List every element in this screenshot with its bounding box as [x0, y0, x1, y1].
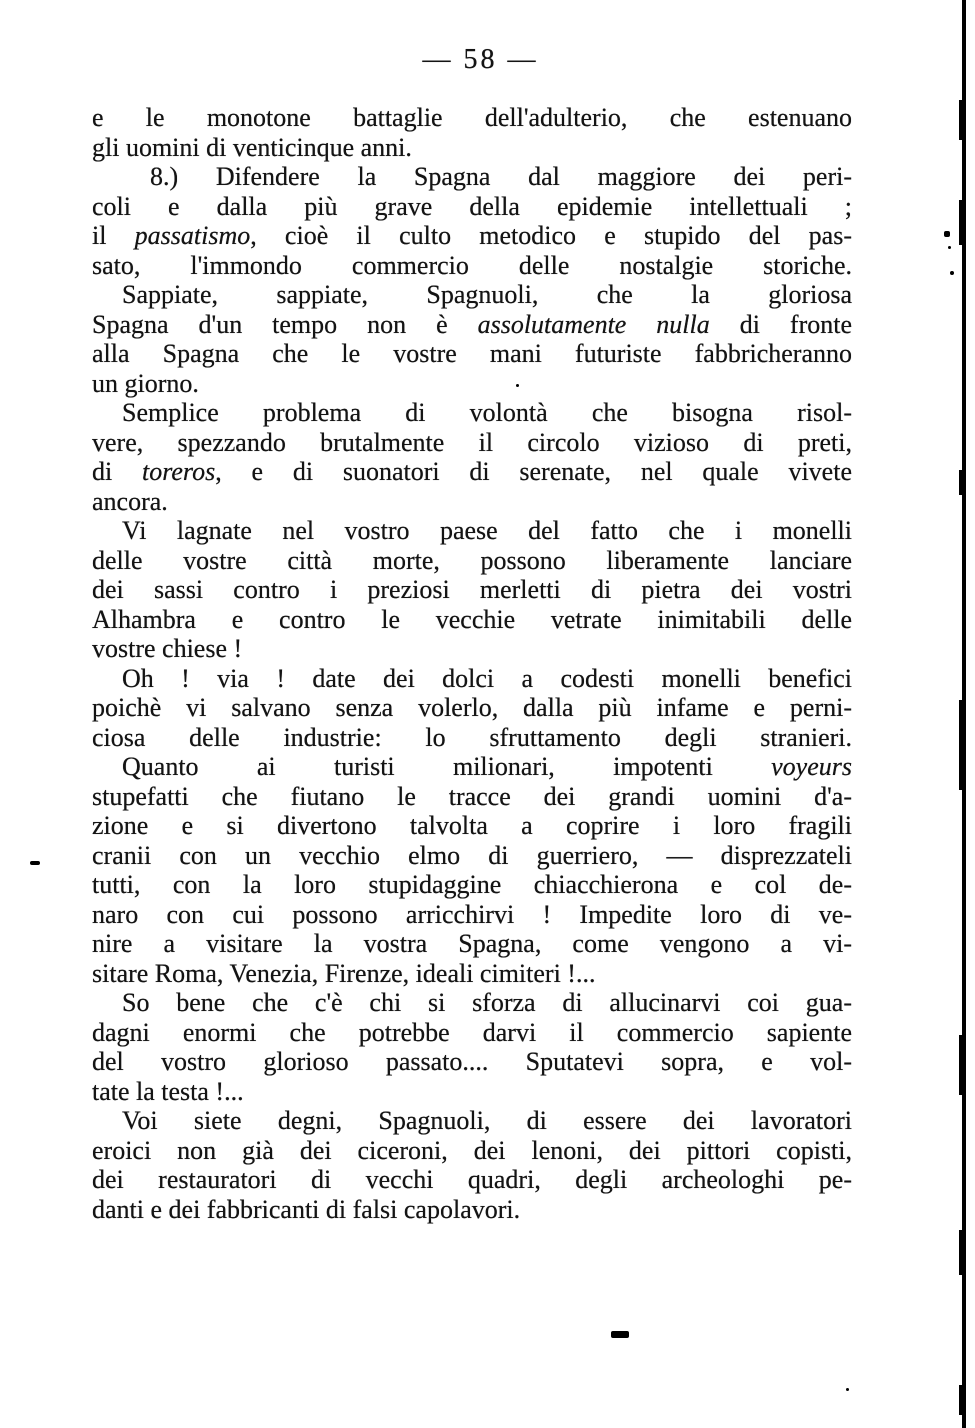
text-line: [92, 1136, 852, 1166]
text-segment: e le monotone battaglie dell'adulterio, che estenuano: [92, 103, 852, 132]
text-segment: di fronte: [709, 309, 852, 339]
text-segment: vostre chiese !: [92, 634, 243, 663]
text-line: [92, 841, 852, 871]
italic-text-segment: toreros: [142, 457, 216, 486]
text-line: [92, 723, 852, 753]
text-line: [92, 1018, 852, 1048]
page-number: — 58 —: [422, 44, 539, 75]
text-line: [92, 605, 852, 635]
text-line: [92, 1106, 852, 1136]
ink-speck: [30, 861, 40, 865]
text-line: [92, 929, 852, 959]
text-line: [92, 428, 852, 458]
text-segment: naro con cui possono arricchirvi ! Impedite loro di ve-: [92, 899, 852, 929]
text-line: [92, 133, 852, 163]
text-segment: delle vostre città morte, possono liberamente lanciare: [92, 545, 852, 575]
text-line: [92, 988, 852, 1018]
text-segment: il: [92, 221, 135, 250]
text-segment: nire a visitare la vostra Spagna, come vengono a vi-: [92, 929, 852, 958]
text-segment: Semplice problema di volontà che bisogna risol-: [122, 398, 852, 427]
text-line: [92, 103, 852, 133]
text-line: [92, 398, 852, 428]
text-line: [92, 251, 852, 281]
text-segment: , cioè il culto metodico e stupido del pas-: [250, 221, 852, 250]
text-line: [92, 782, 852, 812]
ink-speck: [944, 231, 950, 237]
text-line: [92, 310, 852, 340]
text-segment: eroici non già dei ciceroni, dei lenoni, dei pittori copisti,: [92, 1135, 852, 1165]
scan-edge-blob: [959, 100, 966, 140]
text-segment: dei restauratori di vecchi quadri, degli archeologhi pe-: [92, 1165, 852, 1194]
text-segment: di: [92, 457, 143, 486]
text-line: [92, 1077, 852, 1107]
text-segment: Quanto ai turisti milionari, impotenti: [122, 752, 772, 781]
ink-speck: [611, 1331, 629, 1338]
text-segment: dei sassi contro i preziosi merletti di pietra dei vostri: [92, 575, 852, 604]
body-text: [92, 103, 852, 1224]
text-segment: dagni enormi che potrebbe darvi il commercio sapiente: [92, 1017, 852, 1047]
text-segment: , e di suonatori di serenate, nel quale vivete: [215, 457, 852, 486]
text-line: [92, 221, 852, 251]
text-segment: gli uomini di venticinque anni.: [92, 132, 412, 162]
text-segment: tutti, con la loro stupidaggine chiacchierona e col de-: [92, 870, 852, 899]
text-segment: coli e dalla più grave della epidemie intellettuali ;: [92, 191, 852, 221]
text-line: [92, 870, 852, 900]
ink-speck: [516, 384, 519, 387]
text-line: [92, 369, 852, 399]
scan-edge-blob: [959, 1035, 966, 1095]
text-segment: tate la testa !...: [92, 1076, 244, 1106]
text-segment: 8.) Difendere la Spagna dal maggiore dei peri-: [150, 162, 852, 191]
text-segment: cranii con un vecchio elmo di guerriero, — disprezzateli: [92, 840, 852, 870]
text-line: [92, 516, 852, 546]
text-segment: Spagna d'un tempo non è: [92, 309, 478, 339]
text-line: [92, 457, 852, 487]
text-segment: danti e dei fabbricanti di falsi capolavori.: [92, 1194, 521, 1224]
text-line: [92, 1195, 852, 1225]
ink-speck: [846, 1388, 849, 1391]
scan-edge-blob: [959, 200, 966, 245]
scan-edge-blob: [959, 1230, 966, 1275]
text-segment: vere, spezzando brutalmente il circolo vizioso di preti,: [92, 427, 852, 457]
italic-text-segment: assolutamente nulla: [477, 309, 710, 339]
text-segment: sitare Roma, Venezia, Firenze, ideali cimiteri !...: [92, 958, 596, 988]
text-segment: Vi lagnate nel vostro paese del fatto che i monelli: [122, 516, 852, 545]
text-line: [92, 811, 852, 841]
text-line: [92, 1165, 852, 1195]
text-line: [92, 900, 852, 930]
text-segment: sato, l'immondo commercio delle nostalgie storiche.: [92, 250, 852, 280]
text-line: [92, 487, 852, 517]
text-line: [92, 339, 852, 369]
text-line: [92, 693, 852, 723]
text-segment: Sappiate, sappiate, Spagnuoli, che la gloriosa: [122, 280, 852, 309]
text-segment: un giorno.: [92, 368, 199, 398]
text-segment: So bene che c'è chi si sforza di allucinarvi coi gua-: [122, 988, 852, 1017]
text-line: [92, 575, 852, 605]
text-line: [92, 192, 852, 222]
text-line: [92, 752, 852, 782]
text-line: [92, 959, 852, 989]
text-segment: stupefatti che fiutano le tracce dei grandi uomini d'a-: [92, 781, 852, 811]
text-segment: Oh ! via ! date dei dolci a codesti monelli benefici: [122, 663, 852, 693]
text-segment: ancora.: [92, 486, 168, 516]
italic-text-segment: passatismo: [134, 221, 251, 250]
text-segment: ciosa delle industrie: lo sfruttamento degli stranieri.: [92, 722, 852, 752]
text-segment: zione e si divertono talvolta a coprire i loro fragili: [92, 811, 852, 840]
scan-edge-blob: [959, 470, 966, 495]
text-line: [92, 664, 852, 694]
text-segment: Voi siete degni, Spagnuoli, di essere dei lavoratori: [122, 1106, 852, 1135]
ink-speck: [948, 246, 951, 249]
ink-speck: [950, 271, 954, 275]
text-segment: Alhambra e contro le vecchie vetrate inimitabili delle: [92, 604, 852, 634]
italic-text-segment: voyeurs: [771, 752, 852, 781]
text-line: [92, 634, 852, 664]
text-line: [92, 280, 852, 310]
text-segment: poichè vi salvano senza volerlo, dalla più infame e perni-: [92, 693, 852, 722]
text-segment: alla Spagna che le vostre mani futuriste fabbricheranno: [92, 339, 852, 368]
scan-edge-blob: [959, 700, 966, 790]
text-line: [92, 162, 852, 192]
text-line: [92, 1047, 852, 1077]
text-segment: del vostro glorioso passato.... Sputatevi sopra, e vol-: [92, 1047, 852, 1076]
text-line: [92, 546, 852, 576]
scan-edge-blob: [959, 1385, 966, 1415]
